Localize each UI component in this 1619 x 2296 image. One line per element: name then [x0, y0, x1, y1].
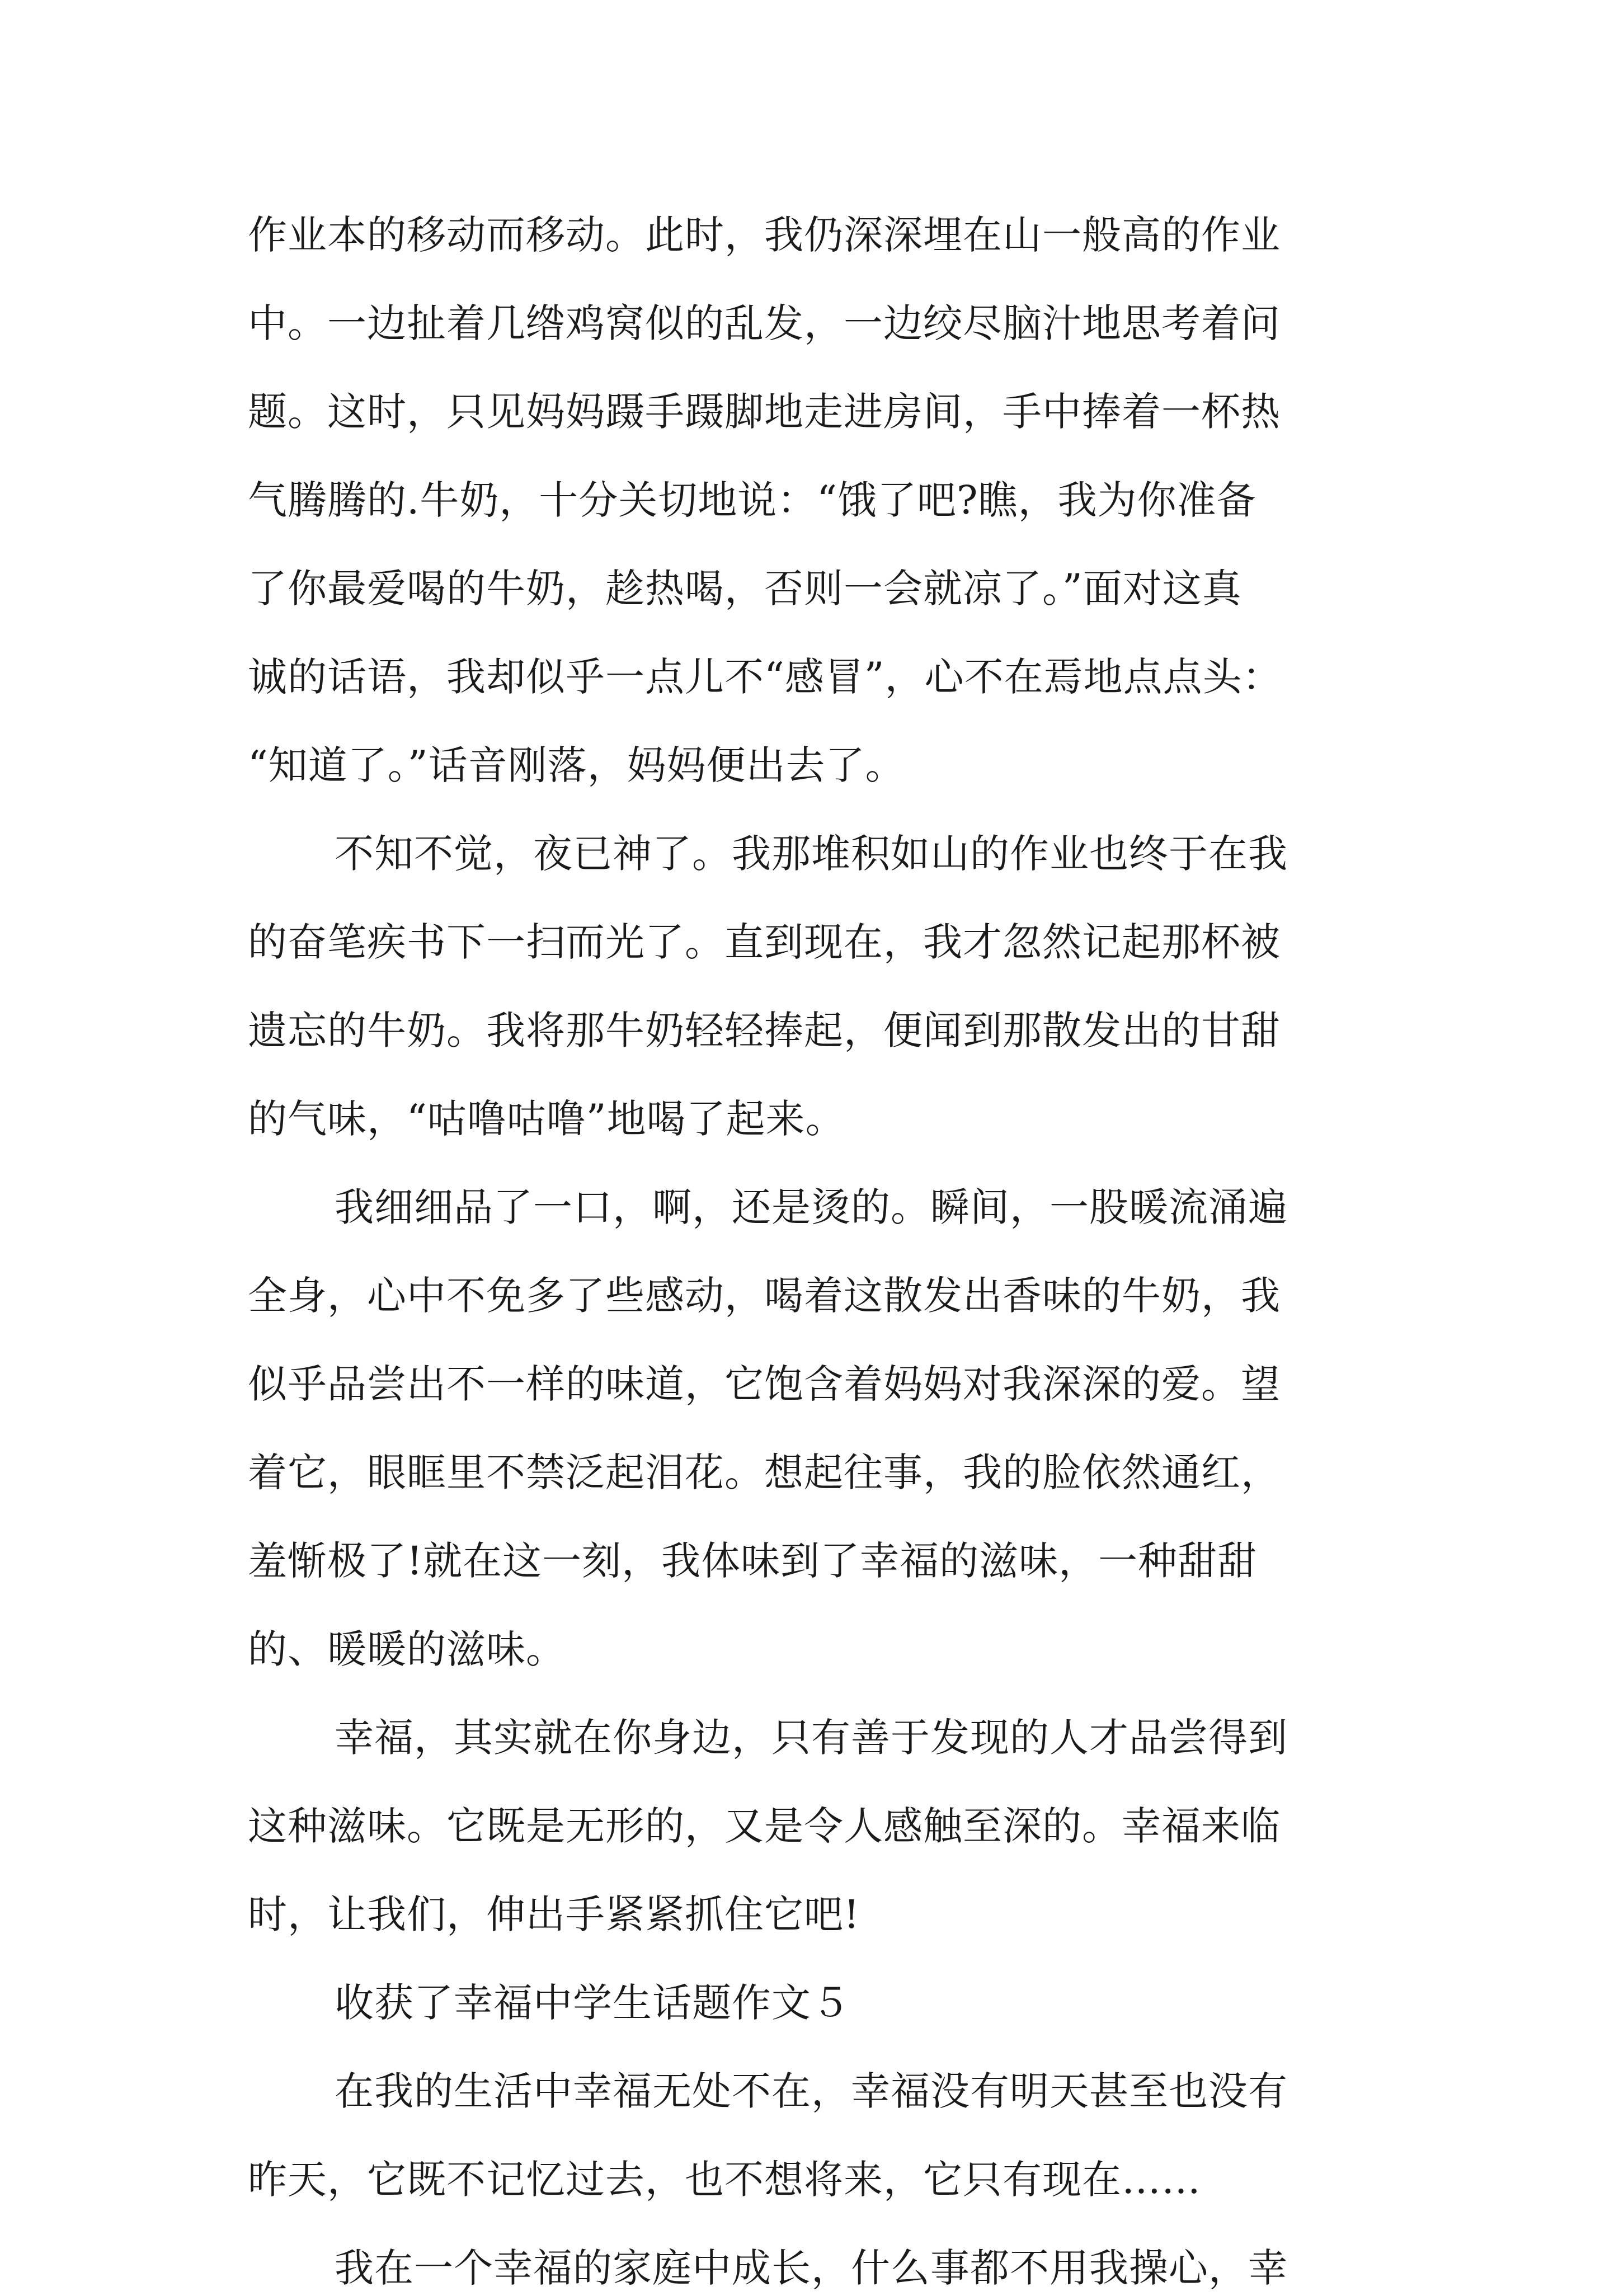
text-line: 了你最爱喝的牛奶，趁热喝，否则一会就凉了。”面对这真 [248, 566, 1242, 611]
text-line: 昨天，它既不记忆过去，也不想将来，它只有现在…… [248, 2157, 1201, 2203]
paragraph-first-line: 我在一个幸福的家庭中成长，什么事都不用我操心，幸 [335, 2245, 1288, 2291]
paragraph-first-line: 不知不觉，夜已神了。我那堆积如山的作业也终于在我 [335, 831, 1288, 877]
text-line: 全身，心中不免多了些感动，喝着这散发出香味的牛奶，我 [248, 1273, 1281, 1319]
section-heading: 收获了幸福中学生话题作文５ [335, 1980, 851, 2026]
paragraph-first-line: 我细细品了一口，啊，还是烫的。瞬间，一股暖流涌遍 [335, 1184, 1288, 1230]
text-line: 的、暖暖的滋味。 [248, 1626, 566, 1672]
text-line: 似乎品尝出不一样的味道，它饱含着妈妈对我深深的爱。望 [248, 1361, 1281, 1407]
text-line: 中。一边扯着几绺鸡窝似的乱发，一边绞尽脑汁地思考着问 [248, 300, 1281, 346]
text-line: 羞惭极了!就在这一刻，我体味到了幸福的滋味，一种甜甜 [248, 1538, 1258, 1584]
text-line: “知道了。”话音刚落，妈妈便出去了。 [248, 742, 905, 788]
text-line: 的气味，“咕噜咕噜”地喝了起来。 [248, 1096, 845, 1142]
paragraph-first-line: 幸福，其实就在你身边，只有善于发现的人才品尝得到 [335, 1715, 1288, 1761]
text-line: 这种滋味。它既是无形的，又是令人感触至深的。幸福来临 [248, 1803, 1281, 1849]
text-line: 诚的话语，我却似乎一点儿不“感冒”，心不在焉地点点头： [248, 654, 1282, 700]
text-line: 着它，眼眶里不禁泛起泪花。想起往事，我的脸依然通红， [248, 1450, 1281, 1495]
text-line: 时，让我们，伸出手紧紧抓住它吧! [248, 1892, 860, 1937]
text-line: 的奋笔疾书下一扫而光了。直到现在，我才忽然记起那杯被 [248, 919, 1281, 965]
paragraph-first-line: 在我的生活中幸福无处不在，幸福没有明天甚至也没有 [335, 2068, 1288, 2114]
text-line: 气腾腾的.牛奶，十分关切地说：“饿了吧?瞧，我为你准备 [248, 477, 1256, 523]
text-line: 作业本的移动而移动。此时，我仍深深埋在山一般高的作业 [248, 212, 1281, 258]
text-line: 遗忘的牛奶。我将那牛奶轻轻捧起，便闻到那散发出的甘甜 [248, 1008, 1281, 1053]
text-line: 题。这时，只见妈妈蹑手蹑脚地走进房间，手中捧着一杯热 [248, 389, 1281, 435]
